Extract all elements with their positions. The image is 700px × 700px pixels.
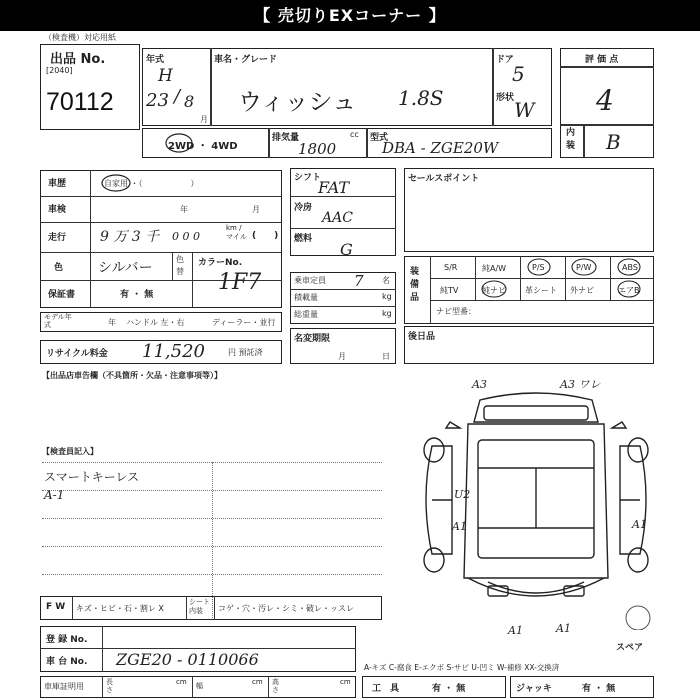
- name-change-day: 日: [382, 352, 390, 361]
- damage-legend: A-キズ C-腐食 E-エクボ S-サビ U-凹ミ W-補修 XX-交換済: [364, 663, 560, 672]
- score-label: 評 価 点: [585, 55, 619, 65]
- damage-side-left: A1: [452, 520, 467, 533]
- lot-label: 出品 No.: [50, 52, 106, 67]
- interior-value: B: [606, 130, 621, 154]
- damage-rear-2: A1: [556, 622, 571, 635]
- fw-label: F W: [46, 602, 66, 612]
- mileage-digits: 0 0 0: [172, 230, 200, 243]
- fuel-label: 燃料: [294, 234, 313, 244]
- drive-circle-mark: [164, 132, 194, 154]
- displacement-label: 排気量: [272, 133, 300, 143]
- spare-label: スペア: [616, 643, 644, 653]
- dims-length-unit: cm: [176, 678, 187, 686]
- reg-label: 登 録 No.: [46, 635, 88, 645]
- color-code-label: カラーNo.: [198, 258, 243, 268]
- history-circle-mark: [100, 173, 132, 193]
- tools-value: 有 ・ 無: [432, 684, 466, 694]
- year-label: 年式: [146, 55, 165, 65]
- ac-value: AAC: [322, 210, 353, 226]
- lot-seq: [2040]: [46, 66, 73, 75]
- declaration-label: 【出品店車告欄（不具箇所・欠品・注意事項等）】: [42, 371, 222, 380]
- dims-label: 車庫証明用: [44, 682, 84, 691]
- dealer: ディーラー・並行: [212, 318, 276, 327]
- inspection-label: 車検: [48, 205, 67, 215]
- recycle-value: 11,520: [142, 341, 205, 362]
- chassis-label: 車 台 No.: [46, 657, 88, 667]
- name-change-month: 月: [338, 352, 346, 361]
- dims-height-unit: cm: [340, 678, 351, 686]
- dims-width-unit: cm: [252, 678, 263, 686]
- page-header: 【 売切りEXコーナー 】: [0, 0, 700, 31]
- remarks-label: 後日品: [408, 332, 436, 342]
- capacity-value: 7: [354, 272, 364, 290]
- equipment-tv: 純TV: [440, 286, 459, 295]
- top-note: （検査機）対応用紙: [44, 33, 116, 42]
- damage-front-left: A3: [472, 378, 487, 391]
- color-value: シルバー: [98, 260, 153, 276]
- month-suffix: 月: [200, 115, 208, 124]
- year-era: H: [158, 66, 173, 86]
- color-code: 1F7: [218, 270, 262, 295]
- capacity-unit: 名: [382, 276, 390, 285]
- equipment-ext-navi: 外ナビ: [570, 286, 594, 295]
- color-label: 色: [54, 263, 64, 273]
- damage-front-right: A3 ワレ: [560, 378, 601, 391]
- jack-value: 有 ・ 無: [582, 684, 616, 694]
- dims-width: 幅: [196, 682, 203, 690]
- weight-label: 総重量: [294, 310, 318, 319]
- seat-value: コゲ・穴・汚レ・シミ・破レ・ッスレ: [218, 604, 354, 613]
- equipment-abs: ABS: [622, 263, 638, 272]
- color-change-label: 色替: [176, 255, 184, 276]
- seat-label: シート内装: [189, 598, 210, 615]
- year-value: 23: [146, 90, 169, 111]
- inspector-label: 【検査員記入】: [42, 447, 98, 456]
- shape-label: 形状: [496, 93, 515, 103]
- handle: ハンドル 左・右: [126, 318, 185, 327]
- model-label: 車名・グレード: [214, 55, 278, 65]
- tools-label: 工 具: [372, 684, 400, 694]
- inspector-note-1: スマートキーレス: [44, 470, 140, 484]
- doors-value: 5: [512, 62, 525, 86]
- dims-length: 長さ: [106, 678, 113, 694]
- lot-number: 70112: [46, 88, 114, 116]
- model-grade: 1.8S: [398, 86, 444, 110]
- inspection-year: 年: [180, 205, 188, 214]
- shape-value: W: [514, 98, 535, 122]
- drive-value: 2WD ・ 4WD: [168, 141, 238, 152]
- equipment-alloy: 純A/W: [482, 264, 507, 273]
- equipment-airbag: エアB: [618, 286, 640, 295]
- weight-unit: kg: [382, 309, 392, 318]
- equipment-navi-model: ナビ型番：: [436, 307, 476, 316]
- model-code-label: 型式: [370, 133, 389, 143]
- displacement-value: 1800: [298, 140, 337, 158]
- inspector-note-2: A-1: [44, 488, 65, 502]
- displacement-unit: cc: [350, 130, 359, 139]
- fuel-value: G: [340, 240, 353, 259]
- model-name: ウィッシュ: [238, 88, 357, 116]
- load-unit: kg: [382, 292, 392, 301]
- car-damage-diagram: [412, 378, 660, 630]
- model-code-value: DBA - ZGE20W: [382, 139, 499, 157]
- damage-side-right: A1: [632, 518, 647, 531]
- shift-value: FAT: [318, 178, 350, 197]
- equipment-navi: 純ナビ: [482, 286, 506, 295]
- score-value: 4: [596, 84, 614, 117]
- recycle-suffix: 円 預託済: [228, 348, 263, 357]
- interior-label: 内装: [566, 128, 576, 151]
- equipment-circle-marks: [404, 256, 654, 300]
- inspection-month: 月: [252, 205, 260, 214]
- doors-label: ドア: [496, 55, 514, 65]
- equipment-leather: 革シート: [525, 286, 557, 295]
- fw-value: キズ・ヒビ・石・割レ X: [76, 604, 164, 613]
- equipment-label: 装備品: [410, 267, 420, 303]
- equipment-pw: P/W: [576, 263, 592, 272]
- ac-label: 冷房: [294, 203, 313, 213]
- history-value: 自家用 ・（ ）: [104, 179, 199, 188]
- damage-rear-1: A1: [508, 624, 523, 637]
- mileage-value: 9 万 3 千: [100, 229, 160, 245]
- equipment-sr: S/R: [444, 263, 458, 272]
- remarks-box: [404, 326, 654, 364]
- year-month: 8: [184, 92, 195, 111]
- load-label: 積載量: [294, 293, 318, 302]
- recycle-label: リサイクル料金: [46, 349, 108, 359]
- history-label: 車歴: [48, 179, 67, 189]
- mileage-label: 走行: [48, 233, 67, 243]
- model-year-label: モデル年式: [44, 313, 72, 329]
- damage-roof: U2: [454, 488, 471, 501]
- dims-height: 高さ: [272, 678, 279, 694]
- jack-label: ジャッキ: [516, 684, 552, 694]
- chassis-value: ZGE20 - 0110066: [116, 650, 259, 669]
- warranty-value: 有 ・ 無: [120, 290, 154, 300]
- sales-point-label: セールスポイント: [408, 174, 480, 184]
- model-year-year: 年: [108, 318, 116, 327]
- name-change-label: 名変期限: [294, 334, 331, 344]
- capacity-label: 乗車定員: [294, 276, 326, 285]
- mileage-unit: km / マイル: [226, 224, 247, 241]
- shift-label: シフト: [294, 173, 322, 183]
- equipment-ps: P/S: [532, 263, 545, 272]
- warranty-label: 保証書: [48, 290, 76, 300]
